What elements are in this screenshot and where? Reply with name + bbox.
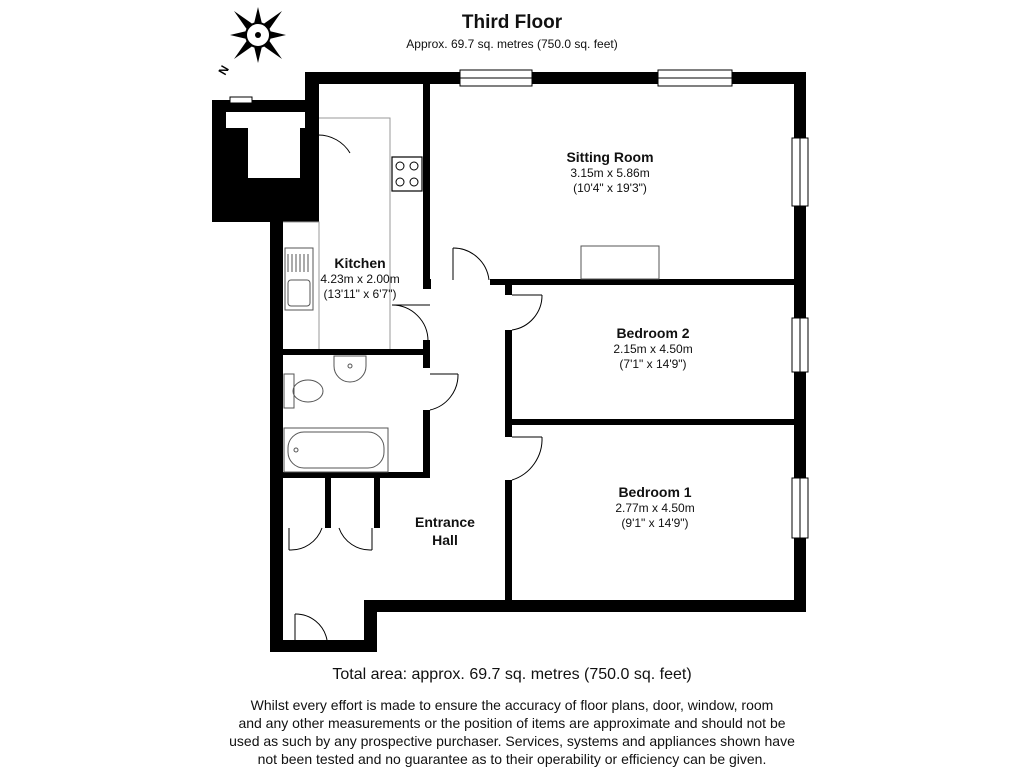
annex-window <box>230 97 252 103</box>
bedroom-1-metric: 2.77m x 4.50m <box>615 501 695 515</box>
compass-north-label: N <box>215 62 232 78</box>
bathroom-fixtures <box>284 356 388 472</box>
bedroom-2-imperial: (7'1" x 14'9") <box>619 357 687 371</box>
disclaimer <box>200 696 824 768</box>
bedroom-1-imperial: (9'1" x 14'9") <box>621 516 689 530</box>
disclaimer-line: Whilst every effort is made to ensure the accuracy of floor plans, door, window, room <box>250 697 774 713</box>
doors <box>289 135 542 640</box>
bedroom-1-name: Bedroom 1 <box>618 484 692 500</box>
floor-title: Third Floor <box>461 12 563 33</box>
entrance-hall-name-line1: Entrance <box>415 514 475 530</box>
hob-icon <box>392 157 422 191</box>
kitchen-imperial: (13'11" x 6'7") <box>323 287 397 301</box>
kitchen-worktops <box>283 118 390 349</box>
bedroom-2-metric: 2.15m x 4.50m <box>613 342 693 356</box>
entrance-hall-name-line2: Hall <box>432 532 458 548</box>
floor-subtitle: Approx. 69.7 sq. metres (750.0 sq. feet) <box>406 37 618 51</box>
windows <box>460 70 808 538</box>
bedroom-2-name: Bedroom 2 <box>616 325 690 341</box>
disclaimer-line: used as such by any prospective purchaser. Services, systems and appliances shown have <box>229 733 795 749</box>
sitting-room-metric: 3.15m x 5.86m <box>570 166 650 180</box>
kitchen-name: Kitchen <box>334 255 386 271</box>
annex-interior <box>226 112 312 128</box>
sitting-room-imperial: (10'4" x 19'3") <box>573 181 647 195</box>
sitting-room-name: Sitting Room <box>566 149 654 165</box>
bath-icon <box>284 428 388 472</box>
basin-icon <box>334 356 366 382</box>
disclaimer-line: not been tested and no guarantee as to their operability or efficiency can be given. <box>257 751 767 767</box>
disclaimer-line: and any other measurements or the position of items are approximate and should not be <box>238 715 786 731</box>
toilet-bowl-icon <box>293 380 323 402</box>
total-area: Total area: approx. 69.7 sq. metres (750.0 sq. feet) <box>332 666 692 683</box>
fireplace-icon <box>581 246 659 279</box>
kitchen-metric: 4.23m x 2.00m <box>320 272 400 286</box>
compass-icon <box>230 7 286 63</box>
